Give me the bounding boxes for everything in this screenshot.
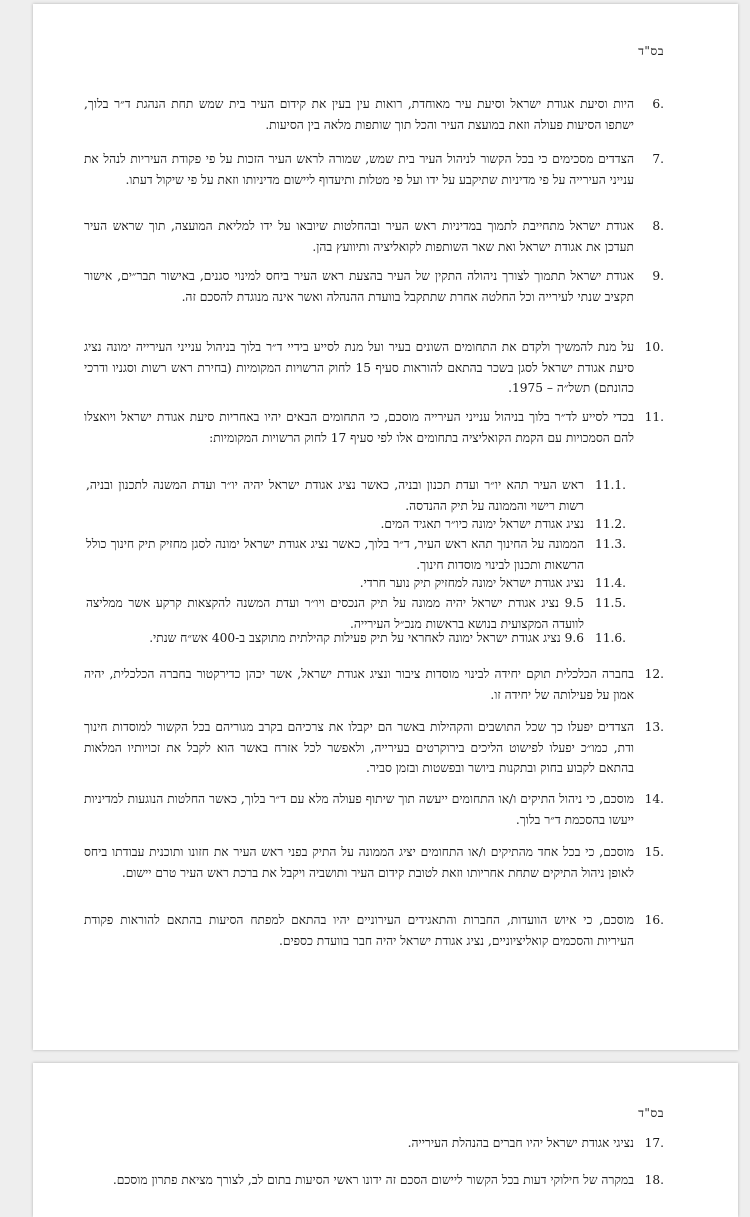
clause-11-4 [86, 573, 626, 594]
clause-text: היות וסיעת אגודת ישראל וסיעת עיר מאוחדת, רואות עין בעין את קידום העיר בית שמש תחת הנהגת ד״ר בלוך, ישתפו הסיעות פעולה וזאת במועצת העיר והכל תוך שותפות מלאה בין הסיעות. [84, 97, 634, 132]
clause-text: מוסכם, כי איוש הוועדות, החברות והתאגידים העירוניים יהיו בהתאם למפתח הסיעות בהתאם להוראות פקודת העיריות והסכמים קואליציוניים, נציג אגודת ישראל יהיה חבר בוועדת כספים. [84, 913, 634, 948]
clause-text: ראש העיר תהא יו״ר ועדת תכנון ובניה, כאשר נציג אגודת ישראל יהיה יו״ר ועדת המשנה לתכנון ובניה, רשות רישוי והממונה על תיק ההנדסה. [86, 478, 584, 513]
clause-text: 9.5 נציג אגודת ישראל יהיה ממונה על תיק הנכסים ויו״ר ועדת המשנה להקצאות קרקע אשר ממליצה לוועדה המקצועית בנושא בראשות מנכ״ל העירייה. [86, 596, 584, 631]
clause-number: 14. [644, 792, 664, 806]
clause-text: נציג אגודת ישראל ימונה כיו״ר תאגיד המים. [380, 517, 584, 531]
clause-text: 9.6 נציג אגודת ישראל ימונה לאחראי על תיק פעילות קהילתית מתוקצב ב-400 אש״ח שנתי. [149, 631, 584, 645]
page-header-bsd: בס"ד [638, 1106, 664, 1120]
clause-text: בחברה הכלכלית תוקם יחידה לבינוי מוסדות ציבור ונציג אגודת ישראל, אשר יכהן כדירקטור בחברה הכלכלית, יהיה אמון על פעילותה של יחידה זו. [84, 667, 634, 702]
clause-9 [84, 266, 664, 307]
clause-number: 10. [644, 340, 664, 354]
clause-16 [84, 910, 664, 951]
clause-text: נציגי אגודת ישראל יהיו חברים בהנהלת העירייה. [407, 1136, 634, 1150]
clause-number: 11. [644, 410, 664, 424]
clause-text: בכדי לסייע לד״ר בלוך בניהול ענייני העירייה מוסכם, כי התחומים הבאים יהיו באחריות סיעת אגודת ישראל ויואצלו להם הסמכויות עם הקמת הקואליציה בתחומים אלו לפי סעיף 17 לחוק הרשויות המקומיות: [84, 410, 634, 445]
clause-number: 16. [644, 913, 664, 927]
clause-11-1 [86, 475, 626, 516]
clause-10 [84, 337, 664, 399]
clause-text: אגודת ישראל מתחייבת לתמוך במדיניות ראש העיר ובהחלטות שיובאו על ידו למליאת המועצה, תוך שראש העיר תעדכן את אגודת ישראל ואת שאר השותפות לקואליציה ותיוועץ בהן. [84, 219, 634, 254]
clause-text: הממונה על החינוך תהא ראש העיר, ד״ר בלוך, כאשר נציג אגודת ישראל ימונה לסגן מחזיק תיק חינוך כולל הרשאות ותכנון לבינוי מוסדות חינוך. [86, 537, 584, 572]
clause-7 [84, 149, 664, 190]
clause-number: 6. [652, 97, 664, 111]
clause-17 [84, 1133, 664, 1154]
clause-number: 11.3. [594, 537, 626, 551]
clause-number: 9. [652, 269, 664, 283]
clause-text: במקרה של חילוקי דעות בכל הקשור ליישום הסכם זה ידונו ראשי הסיעות בתום לב, לצורך מציאת פתרון מוסכם. [112, 1173, 634, 1187]
clause-number: 11.4. [594, 576, 626, 590]
clause-12 [84, 664, 664, 705]
clause-6 [84, 94, 664, 135]
clause-text: אגודת ישראל תתמוך לצורך ניהולה התקין של העיר בהצעת ראש העיר ביחס למינוי סגנים, באישור תבר״ים, אישור תקציב שנתי לעירייה וכל החלטה אחרת שתתקבל בוועדת ההנהלה ואשר אינה מנוגדת להסכם זה. [84, 269, 634, 304]
clause-11-3 [86, 534, 626, 575]
clause-number: 13. [644, 720, 664, 734]
clause-8 [84, 216, 664, 257]
clause-number: 8. [652, 219, 664, 233]
clause-text: הצדדים מסכימים כי בכל הקשור לניהול העיר בית שמש, שמורה לראש העיר הזכות על פי פקודת העיריות לנהל את ענייני העירייה על פי מדיניות שתיקבע על ידו ועל פי מטלות ותיעדוף ליישום מדיניותו וזאת על פי שיקול דעתו. [84, 152, 634, 187]
document-page-1 [33, 4, 738, 1050]
clause-text: הצדדים יפעלו כך שכל התושבים והקהילות באשר הם יקבלו את צרכיהם בקרב מגוריהם בכל הקשור למוסדות חינוך ודת, כמו״כ יפעלו לפישוט הליכים בירוקרטים בעירייה, ולאפשר לכל אזרח באשר הוא לקבל את זכויותיו המלאות בהתאם לקבוע בחוק ובתקנות ביושר ובפשטות ובזמן סביר. [84, 720, 634, 775]
document-page-2 [33, 1063, 738, 1217]
clause-11-2 [86, 514, 626, 535]
clause-number: 11.5. [594, 596, 626, 610]
clause-number: 11.1. [594, 478, 626, 492]
clause-text: על מנת להמשיך ולקדם את התחומים השונים בעיר ועל מנת לסייע בידיי ד״ר בלוך בניהול ענייני העירייה ימונה נציג סיעת אגודת ישראל לסגן בשכר בהתאם להוראות סעיף 15 לחוק הרשויות המקומיות (בחירת ראש רשות וסגניו ודרכי כהונתם) תשל״ה – 1975. [84, 340, 634, 395]
clause-number: 11.6. [594, 631, 626, 645]
clause-11 [84, 407, 664, 448]
clause-13 [84, 717, 664, 779]
clause-text: נציג אגודת ישראל ימונה למחזיק תיק נוער חרדי. [359, 576, 584, 590]
clause-text: מוסכם, כי בכל אחד מהתיקים ו/או התחומים יציג הממונה על התיק בפני ראש העיר את חזונו ותוכנית עבודתו ביחס לאופן ניהול התיקים שתחת אחריותו וזאת לטובת קידום העיר ותושביה ויקבל את ברכת ראש העיר טרם יישום. [84, 845, 634, 880]
clause-text: מוסכם, כי ניהול התיקים ו/או התחומים ייעשה תוך שיתוף פעולה מלא עם ד״ר בלוך, כאשר החלטות הנוגעות למדיניות ייעשו בהסכמת ד״ר בלוך. [84, 792, 634, 827]
clause-number: 7. [652, 152, 664, 166]
clause-15 [84, 842, 664, 883]
clause-number: 11.2. [594, 517, 626, 531]
clause-18 [84, 1170, 664, 1191]
clause-14 [84, 789, 664, 830]
clause-number: 15. [644, 845, 664, 859]
clause-number: 12. [644, 667, 664, 681]
page-header-bsd: בס"ד [638, 44, 664, 58]
clause-number: 17. [644, 1136, 664, 1150]
clause-number: 18. [644, 1173, 664, 1187]
clause-11-6 [86, 628, 626, 649]
